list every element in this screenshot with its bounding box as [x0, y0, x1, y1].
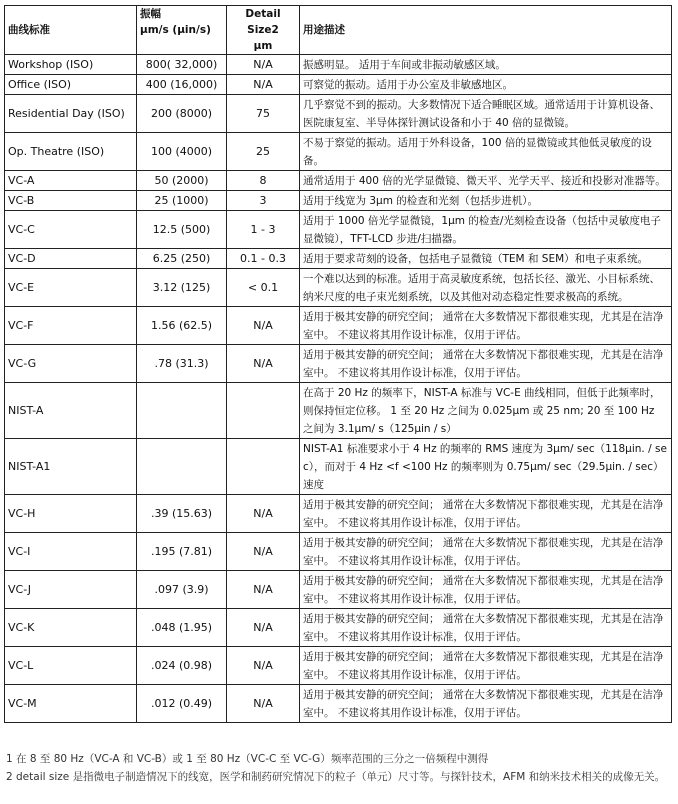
cell-amplitude: .012 (0.49) [137, 685, 227, 723]
table-row [5, 647, 672, 685]
cell-use: 适用于极其安静的研究空间； 通常在大多数情况下都很难实现，尤其是在洁净室中。 不建议将其用作设计标准，仅用于评估。 [300, 307, 672, 345]
table-row [5, 191, 672, 211]
footnotes [6, 750, 670, 786]
header-curve: 曲线标准 [5, 6, 137, 55]
cell-curve: VC-D [5, 249, 137, 269]
cell-use: 适用于线宽为 3μm 的检查和光刻（包括步进机）。 [300, 191, 672, 211]
cell-detail: 0.1 - 0.3 [227, 249, 300, 269]
cell-curve: VC-F [5, 307, 137, 345]
cell-detail: < 0.1 [227, 269, 300, 307]
cell-use: 适用于极其安静的研究空间； 通常在大多数情况下都很难实现，尤其是在洁净室中。 不建议将其用作设计标准，仅用于评估。 [300, 533, 672, 571]
cell-use: 适用于极其安静的研究空间； 通常在大多数情况下都很难实现，尤其是在洁净室中。 不建议将其用作设计标准，仅用于评估。 [300, 345, 672, 383]
cell-curve: Op. Theatre (ISO) [5, 133, 137, 171]
table-row [5, 249, 672, 269]
table-row [5, 307, 672, 345]
cell-curve: Residential Day (ISO) [5, 95, 137, 133]
cell-amplitude: 200 (8000) [137, 95, 227, 133]
table-row [5, 171, 672, 191]
cell-detail: N/A [227, 345, 300, 383]
cell-detail: N/A [227, 307, 300, 345]
cell-use: 适用于 1000 倍光学显微镜，1μm 的检查/光刻检查设备（包括中灵敏度电子显微镜），TFT-LCD 步进/扫描器。 [300, 211, 672, 249]
cell-detail: N/A [227, 495, 300, 533]
cell-detail [227, 439, 300, 495]
cell-curve: NIST-A1 [5, 439, 137, 495]
cell-amplitude: 3.12 (125) [137, 269, 227, 307]
header-amplitude [137, 6, 227, 55]
table-row [5, 269, 672, 307]
cell-amplitude: .097 (3.9) [137, 571, 227, 609]
cell-detail [227, 383, 300, 439]
table-row [5, 345, 672, 383]
cell-use: 几乎察觉不到的振动。大多数情况下适合睡眠区域。通常适用于计算机设备、医院康复室、半导体探针测试设备和小于 40 倍的显微镜。 [300, 95, 672, 133]
cell-detail: 25 [227, 133, 300, 171]
vibration-criteria-table [4, 5, 672, 723]
cell-amplitude: .048 (1.95) [137, 609, 227, 647]
cell-curve: Office (ISO) [5, 75, 137, 95]
cell-amplitude: 100 (4000) [137, 133, 227, 171]
cell-detail: 75 [227, 95, 300, 133]
cell-use: 适用于极其安静的研究空间； 通常在大多数情况下都很难实现，尤其是在洁净室中。 不建议将其用作设计标准，仅用于评估。 [300, 685, 672, 723]
cell-curve: VC-L [5, 647, 137, 685]
cell-detail: 3 [227, 191, 300, 211]
header-row [5, 6, 672, 55]
cell-use: 通常适用于 400 倍的光学显微镜、微天平、光学天平、接近和投影对准器等。 [300, 171, 672, 191]
cell-use: 不易于察觉的振动。适用于外科设备，100 倍的显微镜或其他低灵敏度的设备。 [300, 133, 672, 171]
cell-use: 适用于要求苛刻的设备，包括电子显微镜（TEM 和 SEM）和电子束系统。 [300, 249, 672, 269]
cell-detail: 8 [227, 171, 300, 191]
cell-detail: N/A [227, 571, 300, 609]
cell-amplitude: .78 (31.3) [137, 345, 227, 383]
table-row [5, 533, 672, 571]
cell-curve: VC-H [5, 495, 137, 533]
cell-amplitude: 1.56 (62.5) [137, 307, 227, 345]
header-detail [227, 6, 300, 55]
cell-detail: N/A [227, 55, 300, 75]
table-row [5, 685, 672, 723]
cell-use: 一个难以达到的标准。适用于高灵敏度系统，包括长径、激光、小目标系统、纳米尺度的电子束光刻系统，以及其他对动态稳定性要求极高的系统。 [300, 269, 672, 307]
cell-amplitude: 400 (16,000) [137, 75, 227, 95]
table-row [5, 55, 672, 75]
cell-use: 可察觉的振动。适用于办公室及非敏感地区。 [300, 75, 672, 95]
footnote-1: 1 在 8 至 80 Hz（VC-A 和 VC-B）或 1 至 80 Hz（VC-C 至 VC-G）频率范围的三分之一倍频程中测得 [6, 753, 489, 765]
table-row [5, 439, 672, 495]
cell-use: 适用于极其安静的研究空间； 通常在大多数情况下都很难实现，尤其是在洁净室中。 不建议将其用作设计标准，仅用于评估。 [300, 571, 672, 609]
cell-use: 适用于极其安静的研究空间； 通常在大多数情况下都很难实现，尤其是在洁净室中。 不建议将其用作设计标准，仅用于评估。 [300, 609, 672, 647]
cell-detail: N/A [227, 685, 300, 723]
cell-curve: VC-I [5, 533, 137, 571]
cell-amplitude: 25 (1000) [137, 191, 227, 211]
cell-amplitude: .024 (0.98) [137, 647, 227, 685]
cell-amplitude: 12.5 (500) [137, 211, 227, 249]
cell-use: NIST-A1 标准要求小于 4 Hz 的频率的 RMS 速度为 3μm/ sec（118μin. / sec），而对于 4 Hz <f <100 Hz 的频率则为 0.75μm/ sec（29.5μin. / sec）速度 [300, 439, 672, 495]
cell-amplitude [137, 383, 227, 439]
cell-detail: 1 - 3 [227, 211, 300, 249]
table-row [5, 571, 672, 609]
cell-use: 适用于极其安静的研究空间； 通常在大多数情况下都很难实现，尤其是在洁净室中。 不建议将其用作设计标准，仅用于评估。 [300, 647, 672, 685]
header-detail-line1: Detail Size2 [245, 8, 281, 36]
cell-use: 在高于 20 Hz 的频率下，NIST-A 标准与 VC-E 曲线相同，但低于此频率时，则保持恒定位移。 1 至 20 Hz 之间为 0.025μm 或 25 nm; 20 至 100 Hz 之间为 3.1μm/ s（125μin / s） [300, 383, 672, 439]
table-row [5, 95, 672, 133]
cell-amplitude: .39 (15.63) [137, 495, 227, 533]
cell-curve: VC-A [5, 171, 137, 191]
cell-curve: Workshop (ISO) [5, 55, 137, 75]
table-row [5, 75, 672, 95]
table-row [5, 211, 672, 249]
cell-amplitude: .195 (7.81) [137, 533, 227, 571]
cell-curve: VC-M [5, 685, 137, 723]
cell-curve: VC-C [5, 211, 137, 249]
table-row [5, 609, 672, 647]
header-use: 用途描述 [300, 6, 672, 55]
cell-amplitude: 800( 32,000) [137, 55, 227, 75]
footnote-2: 2 detail size 是指微电子制造情况下的线宽，医学和制药研究情况下的粒子（单元）尺寸等。与探针技术，AFM 和纳米技术相关的成像无关。 [6, 771, 666, 783]
cell-detail: N/A [227, 75, 300, 95]
cell-detail: N/A [227, 533, 300, 571]
cell-detail: N/A [227, 647, 300, 685]
header-detail-line2: μm [253, 40, 273, 52]
cell-curve: VC-E [5, 269, 137, 307]
cell-use: 振感明显。 适用于车间或非振动敏感区域。 [300, 55, 672, 75]
cell-amplitude: 6.25 (250) [137, 249, 227, 269]
cell-curve: VC-J [5, 571, 137, 609]
table-row [5, 133, 672, 171]
cell-use: 适用于极其安静的研究空间； 通常在大多数情况下都很难实现，尤其是在洁净室中。 不建议将其用作设计标准，仅用于评估。 [300, 495, 672, 533]
header-amplitude-line1: 振幅 [140, 8, 161, 20]
cell-curve: NIST-A [5, 383, 137, 439]
cell-amplitude: 50 (2000) [137, 171, 227, 191]
cell-curve: VC-K [5, 609, 137, 647]
header-amplitude-line2: μm/s (μin/s) [140, 24, 211, 36]
cell-amplitude [137, 439, 227, 495]
table-row [5, 383, 672, 439]
table-row [5, 495, 672, 533]
cell-curve: VC-G [5, 345, 137, 383]
cell-curve: VC-B [5, 191, 137, 211]
cell-detail: N/A [227, 609, 300, 647]
